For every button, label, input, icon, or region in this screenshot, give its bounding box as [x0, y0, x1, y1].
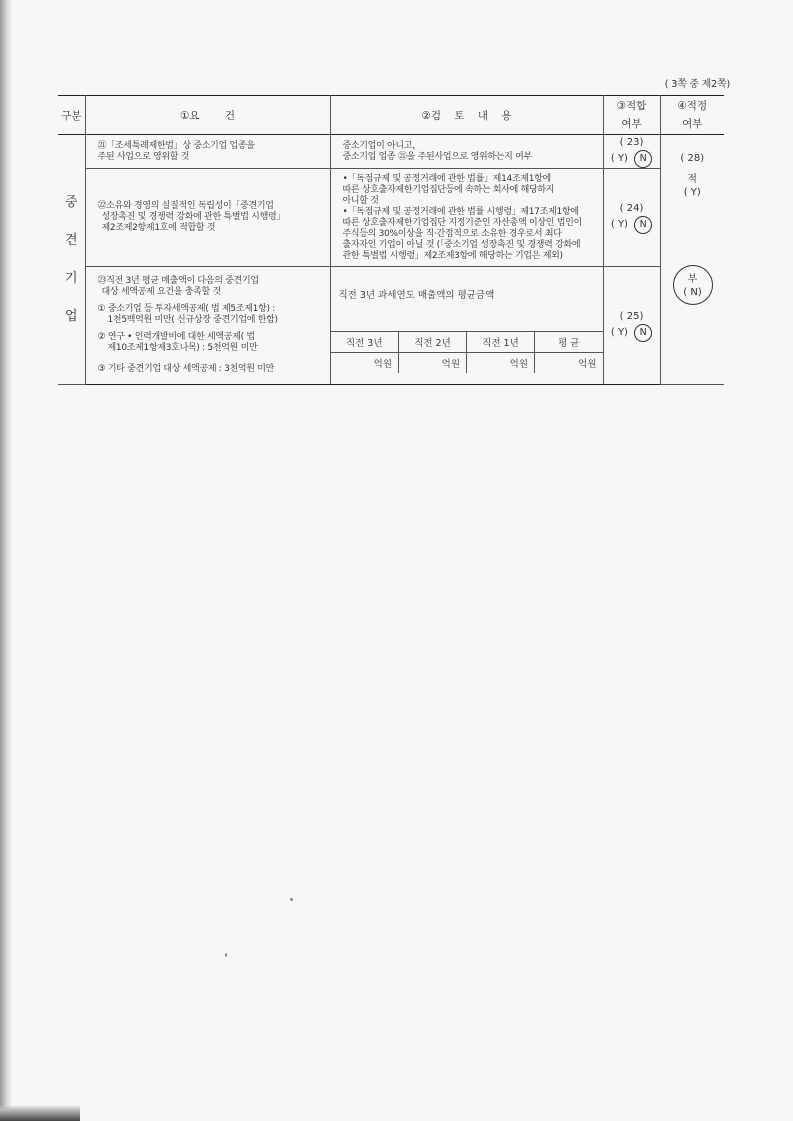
dust-speck: [225, 953, 227, 957]
header-adequacy: [660, 96, 724, 135]
sales-title: 직전 3년 과세연도 매출액의 평균금액: [338, 289, 495, 301]
sales-review-cell: [330, 267, 603, 385]
sales-value: 억원: [467, 352, 535, 373]
fit-yes: ( Y): [610, 326, 628, 338]
fit-choice: [604, 150, 660, 168]
sales-header-row: [331, 331, 603, 352]
review-cell: 중소기업이 아니고, 중소기업 업종 ㉑을 주된사업으로 영위하는지 여부: [330, 135, 603, 169]
page-number: ( 3쪽 중 제2쪽): [664, 79, 730, 90]
category-label: 중 견 기 업: [64, 194, 78, 324]
page-shadow-bottom: [0, 1105, 80, 1121]
fit-number: ( 23): [619, 136, 644, 148]
fit-no-circled: N: [634, 216, 652, 234]
review-form-table: [58, 95, 724, 385]
sales-value-row: [331, 352, 603, 373]
sales-header: 평 균: [535, 331, 603, 352]
category-cell: [58, 135, 85, 385]
fit-number: ( 24): [619, 202, 644, 214]
header-review: ②검 토 내 용: [330, 96, 603, 135]
page-shadow-left: [0, 0, 12, 1121]
adequacy-value: 적: [687, 174, 698, 185]
header-adequacy-line2: 여부: [682, 118, 703, 130]
fit-cell: [603, 267, 660, 385]
header-fit-line1: ③적합: [616, 100, 647, 112]
fit-choice: [604, 216, 660, 234]
adequacy-value-y: ( Y): [683, 187, 701, 198]
header-row: [58, 96, 724, 135]
sales-table: [331, 279, 603, 373]
fit-no-circled: N: [634, 150, 652, 168]
fit-number: ( 25): [619, 310, 644, 322]
fit-cell: [603, 135, 660, 169]
sales-value: 억원: [331, 352, 399, 373]
adequacy-number: ( 28): [680, 153, 705, 164]
sales-header: 직전 2년: [399, 331, 467, 352]
table-row: [58, 267, 724, 385]
header-fit: [603, 96, 660, 135]
sales-header: 직전 1년: [467, 331, 535, 352]
fit-yes: ( Y): [610, 218, 628, 230]
fit-choice: [604, 324, 660, 342]
table-row: [58, 135, 724, 169]
sales-value: 억원: [399, 352, 467, 373]
requirement-cell: ㉓직전 3년 평균 매출액이 다음의 중견기업 대상 세액공제 요건을 충족할 것 ① 중소기업 등 투자세액공제( 법 제5조제1항) : 1천5백억원 미만( 신규상장 중견기업에 한함) ② 연구 • 인력개발비에 대한 세액공제( 법 제10조제1항제3호나목) : 5천억원 미만 ③ 기타 중견기업 대상 세액공제 : 3천억원 미만: [85, 267, 330, 385]
adequacy-circled-answer: 부 ( N): [673, 265, 713, 305]
header-gubun: 구분: [58, 96, 85, 135]
fit-cell: [603, 169, 660, 267]
adequacy-cell: [660, 135, 724, 385]
header-adequacy-line1: ④적정: [677, 100, 708, 112]
header-requirement: ①요 건: [85, 96, 330, 135]
requirement-cell: ㉒소유와 경영의 실질적인 독립성이「중견기업 성장촉진 및 경쟁력 강화에 관한 특별법 시행령」 제2조제2항제1호에 적합할 것: [85, 169, 330, 267]
fit-yes: ( Y): [610, 152, 628, 164]
table-row: [58, 169, 724, 267]
requirement-cell: ㉑「조세특례제한법」상 중소기업 업종을 주된 사업으로 영위할 것: [85, 135, 330, 169]
dust-speck: [290, 898, 293, 901]
fit-no-circled: N: [634, 324, 652, 342]
sales-value: 억원: [535, 352, 603, 373]
review-cell: •「독점규제 및 공정거래에 관한 법률」제14조제1항에 따른 상호출자제한기업집단등에 속하는 회사에 해당하지 아니할 것 •「독점규제 및 공정거래에 관한 법률 시행령」제17조제1항에 따른 상호출자제한기업집단 지정기준인 자산총액 이상인 법인이 주식등의 30%이상을 직·간접적으로 소유한 경우로서 최다 출자자인 기업이 아닐 것 (「중소기업 성장촉진 및 경쟁력 강화에 관한 특별법 시행령」제2조제3항에 해당하는 기업은 제외): [330, 169, 603, 267]
header-fit-line2: 여부: [621, 118, 642, 130]
sales-header: 직전 3년: [331, 331, 399, 352]
